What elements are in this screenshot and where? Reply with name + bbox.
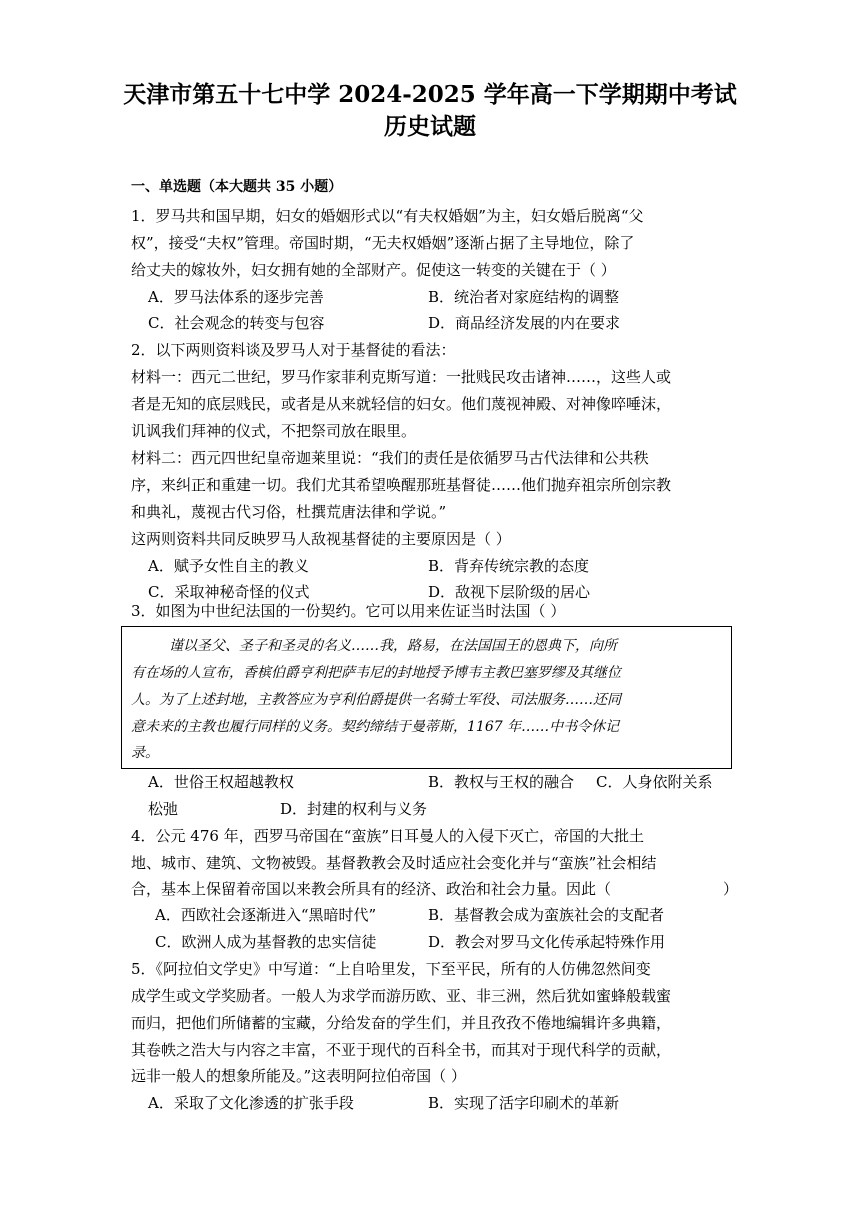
question-2-option-d[interactable]: D．敌视下层阶级的居心 (428, 583, 591, 601)
question-4-line: 地、城市、建筑、文物被毁。基督教教会及时适应社会变化并与“蛮族”社会相结 (131, 854, 657, 872)
question-2-line: 序，来纠正和重建一切。我们尤其希望唤醒那班基督徒……他们抛弃祖宗所创宗教 (131, 476, 672, 494)
question-2-line: 2．以下两则资料谈及罗马人对于基督徒的看法： (131, 341, 456, 359)
question-4-option-c[interactable]: C．欧洲人成为基督教的忠实信徒 (155, 933, 377, 951)
question-4-answer-bracket: ） (723, 880, 739, 898)
question-3-option-a[interactable]: A．世俗王权超越教权 (148, 773, 294, 791)
question-5-option-a[interactable]: A．采取了文化渗透的扩张手段 (148, 1094, 354, 1112)
question-2-option-a[interactable]: A．赋予女性自主的教义 (148, 557, 309, 575)
section-heading: 一、单选题（本大题共 35 小题） (131, 179, 343, 195)
question-3-option-c-continued: 松弛 (148, 800, 179, 818)
question-5-option-b[interactable]: B．实现了活字印刷术的革新 (428, 1094, 620, 1112)
contract-quote-line: 录。 (131, 745, 159, 761)
question-2-line: 这两则资料共同反映罗马人敌视基督徒的主要原因是（ ） (131, 530, 511, 548)
question-5-line: 5．《阿拉伯文学史》中写道：“上自哈里发，下至平民，所有的人仿佛忽然间变 (131, 960, 651, 978)
question-3-line: 3．如图为中世纪法国的一份契约。它可以用来佐证当时法国（ ） (131, 602, 566, 620)
contract-quote-line: 意未来的主教也履行同样的义务。契约缔结于曼蒂斯，1167 年……中书令休记 (131, 719, 620, 735)
page-title: 天津市第五十七中学 2024-2025 学年高一下学期期中考试 (123, 81, 737, 108)
contract-quote-line: 人。为了上述封地，主教答应为亨利伯爵提供一名骑士军役、司法服务……还同 (131, 692, 621, 708)
question-3-option-d[interactable]: D．封建的权利与义务 (280, 800, 428, 818)
question-1-option-a[interactable]: A．罗马法体系的逐步完善 (148, 288, 324, 306)
question-2-line: 材料二：西元四世纪皇帝迦莱里说：“我们的责任是依循罗马古代法律和公共秩 (131, 449, 649, 467)
question-2-option-c[interactable]: C．采取神秘奇怪的仪式 (148, 583, 310, 601)
question-1-option-c[interactable]: C．社会观念的转变与包容 (148, 314, 325, 332)
contract-quote-line: 谨以圣父、圣子和圣灵的名义……我，路易，在法国国王的恩典下，向所 (169, 638, 617, 654)
question-1-line: 权”，接受“夫权”管理。帝国时期，“无夫权婚姻”逐渐占据了主导地位，除了 (131, 234, 635, 252)
question-4-option-b[interactable]: B．基督教会成为蛮族社会的支配者 (428, 906, 665, 924)
question-4-option-d[interactable]: D．教会对罗马文化传承起特殊作用 (428, 933, 666, 951)
question-1-option-d[interactable]: D．商品经济发展的内在要求 (428, 314, 621, 332)
question-5-line: 成学生或文学奖励者。一般人为求学而游历欧、亚、非三洲，然后犹如蜜蜂般载蜜 (131, 987, 672, 1005)
question-4-line: 4．公元 476 年，西罗马帝国在“蛮族”日耳曼人的入侵下灭亡，帝国的大批土 (131, 827, 645, 845)
question-1-line: 给丈夫的嫁妆外，妇女拥有她的全部财产。促使这一转变的关键在于（ ） (131, 261, 616, 279)
question-2-line: 者是无知的底层贱民，或者是从来就轻信的妇女。他们蔑视神殿、对神像啐唾沫， (131, 395, 672, 413)
question-2-option-b[interactable]: B．背弃传统宗教的态度 (428, 557, 590, 575)
question-2-line: 和典礼，蔑视古代习俗，杜撰荒唐法律和学说。” (131, 503, 447, 521)
question-4-line: 合，基本上保留着帝国以来教会所具有的经济、政治和社会力量。因此（ (131, 880, 612, 898)
page-subtitle: 历史试题 (384, 113, 476, 140)
question-1-line: 1．罗马共和国早期，妇女的婚姻形式以“有夫权婚姻”为主，妇女婚后脱离“父 (131, 207, 644, 225)
question-4-option-a[interactable]: A．西欧社会逐渐进入“黑暗时代” (155, 906, 377, 924)
question-5-line: 其卷帙之浩大与内容之丰富，不亚于现代的百科全书，而其对于现代科学的贡献， (131, 1041, 672, 1059)
question-2-line: 讥讽我们拜神的仪式，不把祭司放在眼里。 (131, 422, 417, 440)
question-1-option-b[interactable]: B．统治者对家庭结构的调整 (428, 288, 620, 306)
question-3-option-b[interactable]: B．教权与王权的融合 (428, 773, 575, 791)
question-2-line: 材料一：西元二世纪，罗马作家菲利克斯写道：一批贱民攻击诸神……，这些人或 (131, 368, 672, 386)
question-5-line: 远非一般人的想象所能及。”这表明阿拉伯帝国（ ） (131, 1067, 466, 1085)
question-3-option-c[interactable]: C．人身依附关系 (596, 773, 713, 791)
question-5-line: 而归，把他们所储蓄的宝藏，分给发奋的学生们，并且孜孜不倦地编辑许多典籍， (131, 1014, 672, 1032)
contract-quote-line: 有在场的人宣布，香槟伯爵亨利把萨韦尼的封地授予博韦主教巴塞罗缪及其继位 (131, 665, 621, 681)
